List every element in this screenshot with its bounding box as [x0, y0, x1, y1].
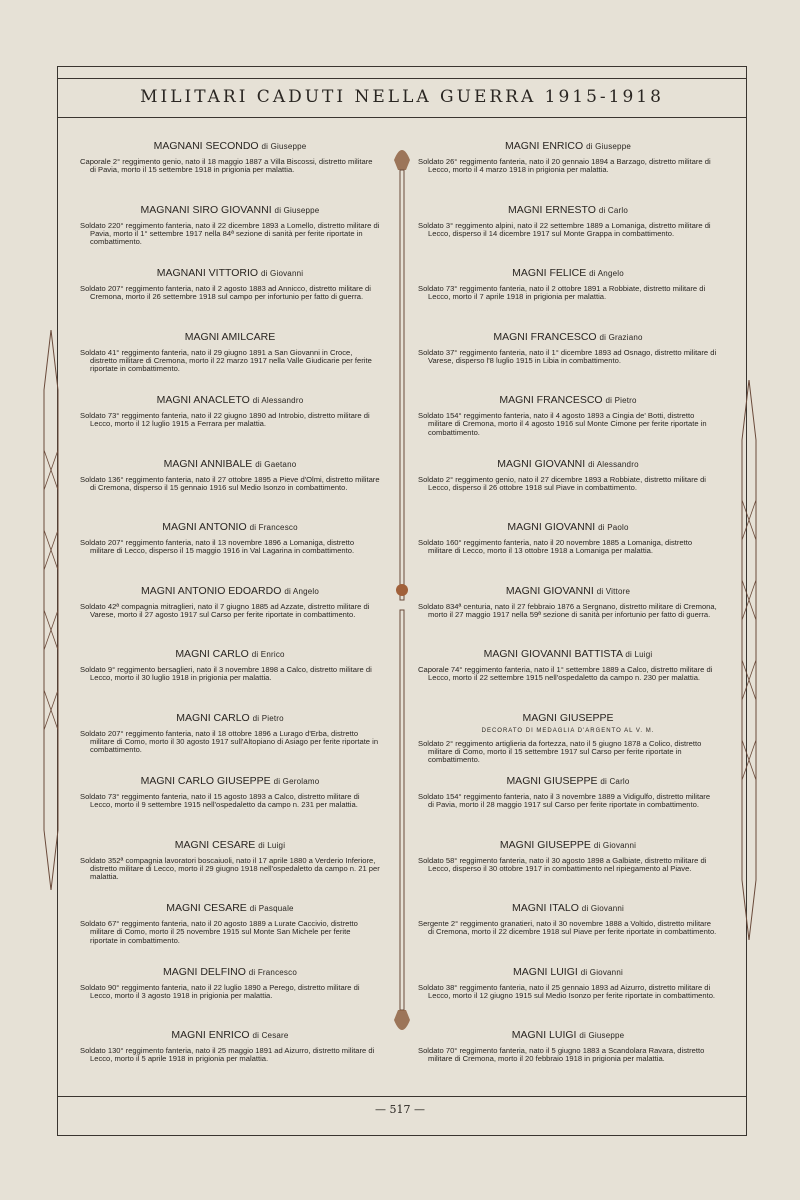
- entry-parent: di Giovanni: [261, 269, 304, 278]
- entry-text: Soldato 207° reggimento fanteria, nato il 13 novembre 1896 a Lomaniga, distretto militare di Lecco, disperso il 15 maggio 1916 in Val Lagarina in combattimento.: [80, 538, 355, 556]
- entry-parent: di Francesco: [248, 967, 297, 977]
- entry-name-main: MAGNI LUIGI: [513, 965, 578, 978]
- entry-parent: di Pasquale: [249, 904, 294, 913]
- page-number: — 517 —: [375, 1103, 425, 1116]
- page-header: [57, 78, 747, 118]
- entry-name: [418, 140, 718, 152]
- entry-text: Soldato 834ª centuria, nato il 27 febbraio 1876 a Sergnano, distretto militare di Cremona, morto il 27 maggio 1917 nella 59ª sezione di sanità per infortunio per fatto di guerra.: [418, 601, 717, 619]
- entry-parent: di Angelo: [284, 586, 320, 596]
- entry-text: Soldato 41° reggimento fanteria, nato il 29 giugno 1891 a San Giovanni in Croce, distretto militare di Cremona, morto il 22 marzo 1917 nella Valle Giudicarie per ferite riportate in combattimento.: [80, 347, 372, 374]
- entry-name-main: MAGNI FRANCESCO: [493, 330, 597, 343]
- entry-name-main: MAGNI ITALO: [511, 902, 579, 914]
- entry-name: [80, 458, 380, 470]
- entry: [418, 204, 718, 239]
- entry-parent: di Giuseppe: [586, 142, 631, 151]
- entry-parent: di Luigi: [258, 840, 286, 850]
- entry-parent: di Giovanni: [593, 840, 637, 850]
- entry-name-main: MAGNI DELFINO: [163, 965, 246, 978]
- entry-name-main: MAGNI CARLO GIUSEPPE: [140, 775, 271, 787]
- entry-name: [418, 775, 718, 787]
- entry-parent: di Paolo: [598, 523, 629, 532]
- entry: [80, 966, 380, 1001]
- entry-text: Caporale 74° reggimento fanteria, nato il 1° settembre 1889 a Calco, distretto militare di Lecco, morto il 22 settembre 1915 nell'ospedaletto da campo n. 230 per malattia.: [418, 665, 713, 683]
- entry-text: Soldato 37° reggimento fanteria, nato il 1° dicembre 1893 ad Osnago, distretto militare di Varese, disperso l'8 luglio 1915 in Libia in combattimento.: [418, 347, 717, 365]
- entry-name: [80, 966, 380, 978]
- entry: [418, 712, 718, 765]
- entry: [80, 902, 380, 945]
- entry-name: [80, 394, 380, 406]
- entry-text: Soldato 2° reggimento artiglieria da fortezza, nato il 5 giugno 1878 a Colico, distretto militare di Como, morto il 15 settembre 1917 sul Carso per ferite riportate in combattimento.: [418, 738, 702, 765]
- right-side-ornament: [738, 380, 760, 940]
- entry: [418, 839, 718, 874]
- entry: [418, 648, 718, 683]
- entry-text: Soldato 58° reggimento fanteria, nato il 30 agosto 1898 a Galbiate, distretto militare di Lecco, disperso il 30 ottobre 1917 in combattimento nel ripiegamento al Piave.: [418, 855, 707, 873]
- entry-text: Soldato 136° reggimento fanteria, nato il 27 ottobre 1895 a Pieve d'Olmi, distretto militare di Cremona, disperso il 15 gennaio 1916 sul Medio Isonzo in combattimento.: [80, 474, 380, 492]
- entry-name-main: MAGNI GIOVANNI: [497, 457, 586, 470]
- entry-text: Soldato 73° reggimento fanteria, nato il 15 agosto 1893 a Calco, distretto militare di Lecco, morto il 9 settembre 1915 nell'ospedaletto da campo n. 231 per malattia.: [80, 792, 360, 810]
- entry: [418, 1029, 718, 1064]
- entry-name: [418, 902, 718, 914]
- entry-parent: di Carlo: [598, 205, 628, 215]
- entry-name: [80, 712, 380, 724]
- entry: [80, 204, 380, 247]
- entry-name: [80, 204, 380, 216]
- entry-parent: di Gaetano: [255, 459, 297, 469]
- entry-name-main: MAGNI CARLO: [176, 711, 250, 724]
- entry-text: Soldato 73° reggimento fanteria, nato il 2 ottobre 1891 a Robbiate, distretto militare di Lecco, morto il 7 aprile 1918 in prigionia per malattia.: [418, 284, 706, 302]
- entry-text: Soldato 3° reggimento alpini, nato il 22 settembre 1889 a Lomaniga, distretto militare di Lecco, disperso il 14 dicembre 1917 sul Monte Grappa in combattimento.: [418, 220, 711, 238]
- entry-name-main: MAGNANI SIRO GIOVANNI: [140, 203, 272, 216]
- footer-rule: [57, 1096, 747, 1097]
- entry-text: Soldato 73° reggimento fanteria, nato il 22 giugno 1890 ad Introbio, distretto militare di Lecco, morto il 12 luglio 1915 a Ferrara per malattia.: [80, 411, 370, 429]
- entry-parent: di Giuseppe: [274, 205, 320, 215]
- entry-name-main: MAGNI GIOVANNI BATTISTA: [483, 648, 623, 660]
- entry-name-main: MAGNI GIOVANNI: [505, 584, 594, 597]
- entry-parent: di Luigi: [625, 650, 653, 659]
- entry-name-main: MAGNI ENRICO: [171, 1029, 250, 1041]
- entry-parent: di Enrico: [251, 650, 285, 659]
- entry: [80, 712, 380, 755]
- entry: [80, 1029, 380, 1064]
- entry-name: [418, 712, 718, 724]
- entry-name: [418, 458, 718, 470]
- entry-name-main: MAGNI FRANCESCO: [499, 394, 603, 406]
- entry-name: [80, 521, 380, 533]
- entry-parent: di Vittore: [596, 586, 631, 596]
- entry: [418, 331, 718, 366]
- page-title: MILITARI CADUTI NELLA GUERRA 1915-1918: [140, 87, 664, 107]
- entry: [80, 521, 380, 556]
- entry-text: Soldato 207° reggimento fanteria, nato il 2 agosto 1883 ad Annicco, distretto militare di Cremona, morto il 26 settembre 1918 sul campo per infortunio per fatto di guerra.: [80, 284, 371, 302]
- entry-text: Soldato 220° reggimento fanteria, nato il 22 dicembre 1893 a Lomello, distretto militare di Pavia, morto il 1° settembre 1917 nella 84ª sezione di sanità per ferite riportate in combattimento.: [80, 220, 380, 247]
- entry-name-main: MAGNI ENRICO: [505, 140, 584, 152]
- entry: [80, 267, 380, 302]
- entry: [80, 775, 380, 810]
- entry-name: [80, 1029, 380, 1041]
- entry-parent: di Pietro: [252, 713, 284, 723]
- entry-name-main: MAGNI CESARE: [166, 902, 247, 914]
- entry-name: [80, 585, 380, 597]
- entry-parent: di Angelo: [589, 269, 624, 278]
- entry: [80, 331, 380, 374]
- entry-text: Soldato 67° reggimento fanteria, nato il 20 agosto 1889 a Lurate Caccivio, distretto militare di Como, morto il 25 novembre 1915 sul Monte San Michele per ferite riportate in combattimento.: [80, 919, 358, 945]
- entry-name-main: MAGNI ANNIBALE: [163, 457, 253, 470]
- entry-text: Soldato 70° reggimento fanteria, nato il 5 giugno 1883 a Scandolara Ravara, distretto militare di Cremona, morto il 20 febbraio 1918 in prigionia per malattia.: [418, 1046, 705, 1064]
- entry-name-main: MAGNI CESARE: [174, 838, 256, 851]
- entry-name: [80, 267, 380, 279]
- entry: [80, 140, 380, 175]
- entry-name: [80, 331, 380, 343]
- entry-decoration: DECORATO DI MEDAGLIA D'ARGENTO AL V. M.: [481, 727, 655, 734]
- entry-name: [418, 966, 718, 978]
- entry-parent: di Carlo: [600, 777, 630, 786]
- entry-name-main: MAGNI ANTONIO: [162, 521, 247, 533]
- entry: [418, 902, 718, 937]
- entry-name-main: MAGNI FELICE: [512, 267, 587, 279]
- entry-text: Soldato 154° reggimento fanteria, nato il 4 agosto 1893 a Cingia de' Botti, distretto militare di Cremona, morto il 4 agosto 1916 sul Monte Cimone per ferite riportate in combattimento.: [418, 411, 707, 437]
- entry-name: [418, 839, 718, 851]
- entry-text: Soldato 90° reggimento fanteria, nato il 22 luglio 1890 a Perego, distretto militare di Lecco, morto il 3 agosto 1918 in prigionia per malattia.: [80, 982, 360, 1000]
- entry: [418, 585, 718, 620]
- entry: [418, 458, 718, 493]
- entry-name-main: MAGNI LUIGI: [511, 1029, 577, 1041]
- entry-text: Soldato 2° reggimento genio, nato il 27 dicembre 1893 a Robbiate, distretto militare di Lecco, disperso il 26 ottobre 1918 sul Piave in combattimento.: [418, 474, 706, 492]
- entry-name-main: MAGNI ANTONIO EDOARDO: [140, 584, 282, 597]
- entry-name-main: MAGNI ANACLETO: [156, 394, 250, 406]
- entry-parent: di Graziano: [599, 332, 643, 342]
- entry-parent: di Giovanni: [580, 967, 623, 977]
- entry-text: Caporale 2° reggimento genio, nato il 18 maggio 1887 a Villa Biscossi, distretto militare di Pavia, morto il 15 settembre 1918 in prigionia per malattia.: [80, 157, 373, 175]
- entry-name: [418, 1029, 718, 1041]
- entry-text: Sergente 2° reggimento granatieri, nato il 30 novembre 1888 a Voltido, distretto militare di Cremona, morto il 22 dicembre 1918 sul Piave per ferite riportate in combattimento.: [418, 919, 717, 937]
- entry-name: [80, 902, 380, 914]
- entry: [80, 458, 380, 493]
- entry: [418, 775, 718, 810]
- entry-text: Soldato 38° reggimento fanteria, nato il 25 gennaio 1893 ad Aizurro, distretto militare di Lecco, morto il 12 giugno 1915 sul Medio Isonzo per ferite riportate in combattimento.: [418, 982, 716, 1000]
- entry: [80, 648, 380, 683]
- entry-parent: di Giovanni: [581, 904, 625, 913]
- entry-parent: di Pietro: [605, 396, 637, 405]
- entry-name: [418, 331, 718, 343]
- entry-name: [80, 140, 380, 152]
- entry-name-main: MAGNI CARLO: [175, 648, 249, 660]
- entry-parent: di Gerolamo: [273, 777, 320, 786]
- entry-text: Soldato 42ª compagnia mitraglieri, nato il 7 giugno 1885 ad Azzate, distretto militare di Varese, morto il 27 agosto 1917 sul Carso per ferite riportate in combattimento.: [80, 601, 370, 619]
- entry: [418, 267, 718, 302]
- entry-text: Soldato 9° reggimento bersaglieri, nato il 3 novembre 1898 a Calco, distretto militare di Lecco, morto il 30 luglio 1918 in prigionia per malattia.: [80, 665, 372, 683]
- entry: [418, 966, 718, 1001]
- entry-parent: di Cesare: [252, 1031, 289, 1040]
- entry-name-main: MAGNI AMILCARE: [184, 330, 276, 343]
- entry-name-main: MAGNI ERNESTO: [508, 203, 596, 216]
- entry-name-main: MAGNI GIUSEPPE: [499, 838, 591, 851]
- entry-name-main: MAGNI GIUSEPPE: [522, 711, 614, 724]
- entry-name: [418, 394, 718, 406]
- entry-name-main: MAGNANI SECONDO: [153, 140, 259, 152]
- entry-name-main: MAGNI GIUSEPPE: [506, 775, 598, 787]
- entry-name: [80, 648, 380, 660]
- entry: [80, 585, 380, 620]
- entry-text: Soldato 352ª compagnia lavoratori boscaiuoli, nato il 17 aprile 1880 a Verderio Inferiore, distretto militare di Lecco, morto il 29 giugno 1918 nell'ospedaletto da campo n. 21 per malattia.: [80, 855, 380, 882]
- entry-name: [80, 775, 380, 787]
- entry: [418, 521, 718, 556]
- entry: [418, 140, 718, 175]
- entry-name: [80, 839, 380, 851]
- entry-name: [418, 585, 718, 597]
- entry-text: Soldato 26° reggimento fanteria, nato il 20 gennaio 1894 a Barzago, distretto militare di Lecco, morto il 4 marzo 1918 in prigionia per malattia.: [418, 157, 711, 175]
- entry-name: [418, 521, 718, 533]
- entry-text: Soldato 160° reggimento fanteria, nato il 20 novembre 1885 a Lomaniga, distretto militare di Lecco, morto il 13 ottobre 1918 a Lomaniga per malattia.: [418, 538, 693, 556]
- entry-text: Soldato 130° reggimento fanteria, nato il 25 maggio 1891 ad Aizurro, distretto militare di Lecco, morto il 5 aprile 1918 in prigionia per malattia.: [80, 1046, 375, 1064]
- entry-name: [418, 267, 718, 279]
- entry: [80, 839, 380, 882]
- left-side-ornament: [40, 330, 62, 890]
- entry: [418, 394, 718, 437]
- entry-parent: di Alessandro: [588, 459, 639, 469]
- entry-name: [418, 204, 718, 216]
- entry-text: Soldato 154° reggimento fanteria, nato il 3 novembre 1889 a Vidigulfo, distretto militare di Pavia, morto il 28 maggio 1917 sul Carso per ferite riportate in combattimento.: [418, 792, 711, 810]
- entry-name-main: MAGNANI VITTORIO: [156, 267, 259, 279]
- entry-parent: di Giuseppe: [261, 142, 307, 151]
- entry-name: [418, 648, 718, 660]
- entry-parent: di Giuseppe: [579, 1031, 625, 1040]
- entry: [80, 394, 380, 429]
- entry-text: Soldato 207° reggimento fanteria, nato il 18 ottobre 1896 a Lurago d'Erba, distretto militare di Como, morto il 30 agosto 1917 sull'Altopiano di Asiago per ferite riportate in combattimento.: [80, 728, 379, 755]
- entry-parent: di Alessandro: [252, 396, 304, 405]
- entry-name-main: MAGNI GIOVANNI: [507, 521, 596, 533]
- center-torch-ornament: [392, 140, 412, 1040]
- entry-parent: di Francesco: [249, 523, 298, 532]
